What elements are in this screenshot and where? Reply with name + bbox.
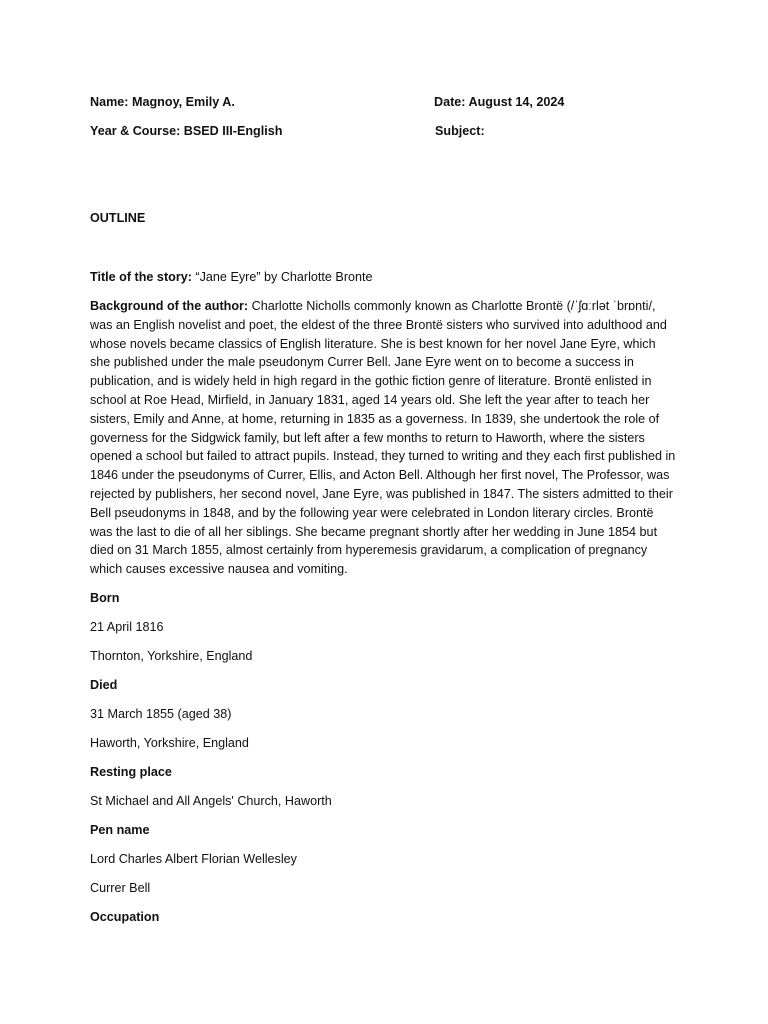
story-title-label: Title of the story: (90, 270, 192, 284)
story-title-line (90, 269, 373, 285)
occupation-label: Occupation (90, 910, 160, 924)
resting-place-value: St Michael and All Angels' Church, Haworth (90, 794, 332, 808)
died-label: Died (90, 678, 118, 692)
born-place: Thornton, Yorkshire, England (90, 649, 253, 663)
pen-name-item: Currer Bell (90, 881, 151, 895)
background-text: Charlotte Nicholls commonly known as Charlotte Brontë (/ˈʃɑːrlət ˈbrɒnti/, was an English novelist and poet, the eldest of the three Brontë sisters who survived into adulthood and whose novels became classics of English literature. She is best known for her novel Jane Eyre, which she published under the male pseudonym Currer Bell. Jane Eyre went on to become a success in publication, and is widely held in high regard in the gothic fiction genre of literature. Brontë enlisted in school at Roe Head, Mirfield, in January 1831, aged 14 years old. She left the year after to teach her sisters, Emily and Anne, at home, returning in 1835 as a governess. In 1839, she undertook the role of governess for the Sidgwick family, but left after a few months to return to Haworth, where the sisters opened a school but failed to attract pupils. Instead, they turned to writing and they each first published in 1846 under the pseudonyms of Currer, Ellis, and Acton Bell. Although her first novel, The Professor, was rejected by publishers, her second novel, Jane Eyre, was published in 1847. The sisters admitted to their Bell pseudonyms in 1848, and by the following year were celebrated in London literary circles. Brontë was the last to die of all her siblings. She became pregnant shortly after her wedding in June 1854 but died on 31 March 1855, almost certainly from hyperemesis gravidarum, a complication of pregnancy which causes excessive nausea and vomiting. (90, 299, 676, 577)
author-background (90, 297, 678, 579)
born-date: 21 April 1816 (90, 620, 164, 634)
died-date: 31 March 1855 (aged 38) (90, 707, 232, 721)
born-label: Born (90, 591, 120, 605)
resting-place-label: Resting place (90, 765, 172, 779)
student-name: Name: Magnoy, Emily A. (90, 95, 235, 109)
pen-name-item: Lord Charles Albert Florian Wellesley (90, 852, 297, 866)
pen-name-label: Pen name (90, 823, 150, 837)
background-label: Background of the author: (90, 299, 249, 313)
year-course: Year & Course: BSED III-English (90, 124, 283, 138)
outline-heading: OUTLINE (90, 211, 146, 225)
subject-field: Subject: (435, 124, 485, 138)
story-title-value: “Jane Eyre” by Charlotte Bronte (191, 270, 373, 284)
died-place: Haworth, Yorkshire, England (90, 736, 249, 750)
date-field: Date: August 14, 2024 (434, 95, 565, 109)
